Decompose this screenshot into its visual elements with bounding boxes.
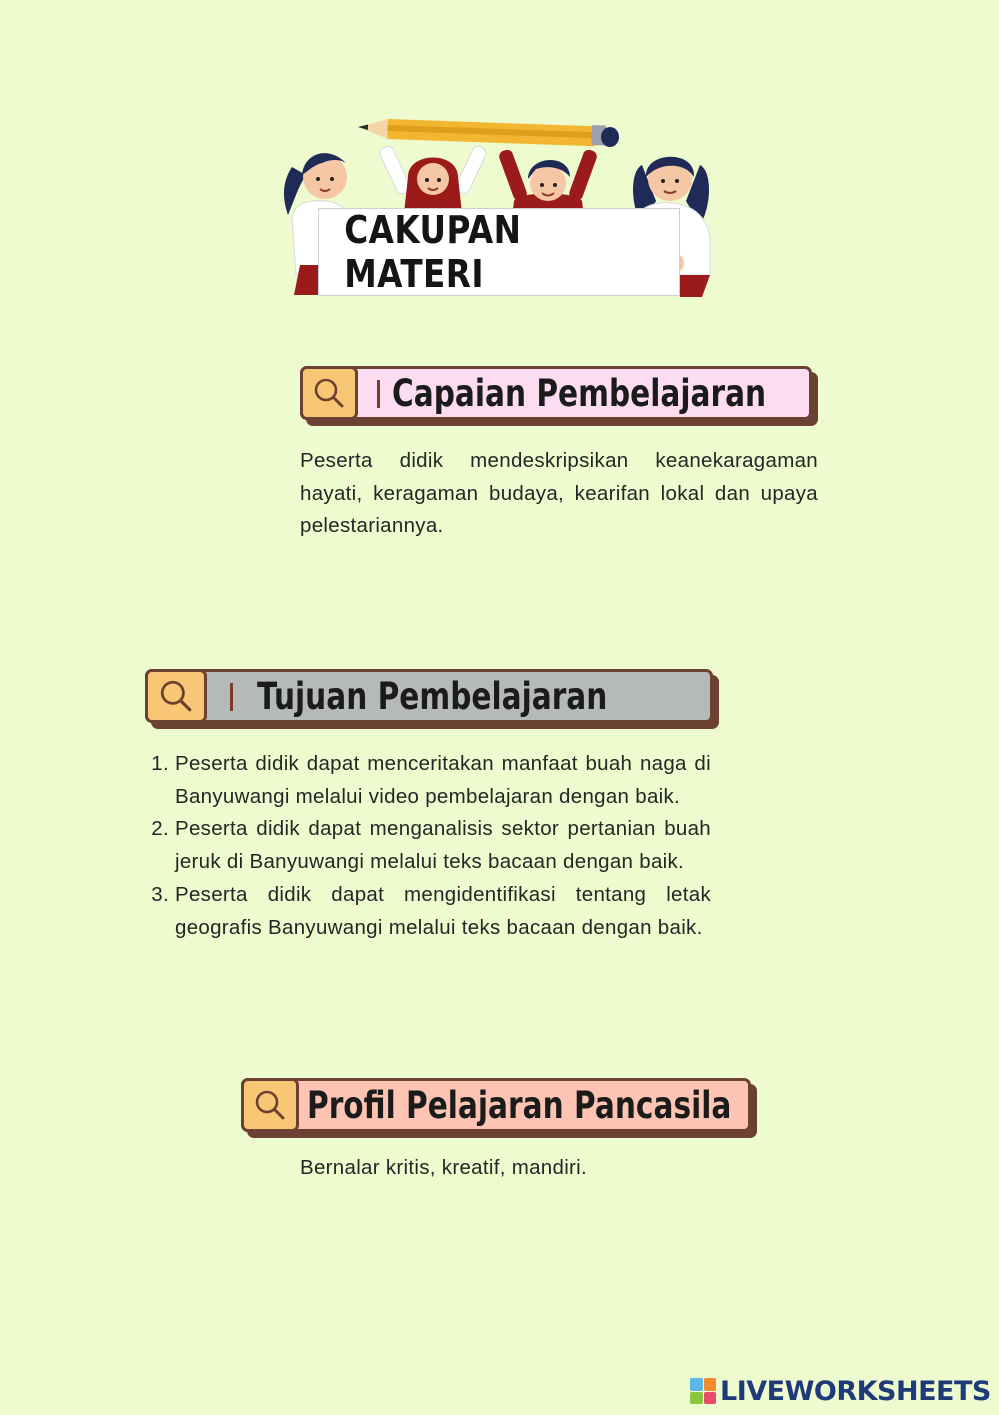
section-title-capaian: Capaian Pembelajaran: [392, 371, 767, 415]
capaian-text: Peserta didik mendeskripsikan keanekaragaman hayati, keragaman budaya, kearifan lokal dan upaya pelestariannya.: [300, 449, 818, 537]
objectives-list: [140, 748, 711, 944]
liveworksheets-brand: [690, 1374, 991, 1408]
search-icon: [158, 678, 194, 714]
profil-text: Bernalar kritis, kreatif, mandiri.: [300, 1156, 588, 1179]
student-boy-illustration: [498, 148, 599, 217]
section-header-profil: [241, 1078, 751, 1132]
list-item: 1. Peserta didik dapat menceritakan manfaat buah naga di Banyuwangi melalui video pembelajaran dengan baik.: [175, 748, 711, 813]
list-item: 2. Peserta didik dapat menganalisis sektor pertanian buah jeruk di Banyuwangi melalui teks bacaan dengan baik.: [175, 813, 711, 878]
pencil-icon: [358, 119, 619, 147]
section-title-profil: Profil Pelajaran Pancasila: [307, 1083, 732, 1127]
separator: [230, 683, 233, 711]
search-icon: [312, 376, 346, 410]
section-header-capaian: [300, 366, 812, 420]
list-item: 3. Peserta didik dapat mengidentifikasi tentang letak geografis Banyuwangi melalui teks bacaan dengan baik.: [175, 879, 711, 944]
brand-name: LIVEWORKSHEETS: [720, 1375, 991, 1407]
section-title-tujuan: Tujuan Pembelajaran: [257, 674, 608, 718]
student-hijab-girl-illustration: [378, 144, 488, 213]
separator: [377, 380, 380, 408]
liveworksheets-logo-icon: [690, 1378, 716, 1404]
title-board: [318, 208, 680, 296]
page-title: CAKUPAN MATERI: [344, 208, 522, 296]
search-icon: [253, 1088, 287, 1122]
section-header-tujuan: [145, 669, 713, 723]
